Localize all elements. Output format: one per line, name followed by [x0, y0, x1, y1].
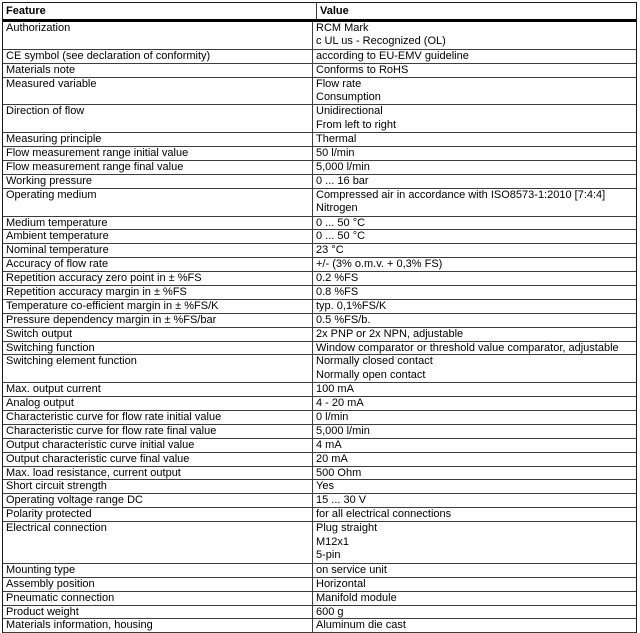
value-line: Consumption [316, 90, 381, 103]
table-row [3, 467, 636, 481]
feature-cell: Operating voltage range DC [3, 494, 313, 507]
value-line: +/- (3% o.m.v. + 0,3% FS) [316, 258, 443, 271]
feature-cell: Max. load resistance, current output [3, 467, 313, 480]
value-cell [313, 439, 636, 452]
feature-cell: Switching function [3, 342, 313, 355]
table-row [3, 411, 636, 425]
feature-cell: Analog output [3, 397, 313, 410]
feature-cell: Electrical connection [3, 522, 313, 563]
table-body [3, 22, 636, 633]
value-cell [313, 397, 636, 410]
table-row [3, 64, 636, 78]
value-line: 0.2 %FS [316, 272, 359, 285]
table-row [3, 189, 636, 217]
table-row [3, 619, 636, 633]
feature-cell: Short circuit strength [3, 480, 313, 493]
value-cell [313, 78, 636, 105]
value-cell [313, 314, 636, 327]
feature-cell: Temperature co-efficient margin in ± %FS/K [3, 300, 313, 313]
value-line: 50 l/min [316, 147, 355, 160]
table-row [3, 161, 636, 175]
value-line: for all electrical connections [316, 508, 452, 521]
value-cell [313, 175, 636, 188]
feature-cell: Measuring principle [3, 133, 313, 146]
table-row [3, 105, 636, 133]
table-row [3, 355, 636, 383]
value-line: Conforms to RoHS [316, 63, 409, 76]
value-cell [313, 578, 636, 591]
feature-cell: Nominal temperature [3, 244, 313, 257]
value-line: 0 ... 50 °C [316, 230, 366, 243]
table-row [3, 606, 636, 620]
table-row [3, 522, 636, 564]
feature-cell: Ambient temperature [3, 230, 313, 243]
value-cell [313, 272, 636, 285]
value-cell [313, 286, 636, 299]
value-line: 5,000 l/min [316, 160, 370, 173]
value-line: Manifold module [316, 591, 397, 604]
feature-cell: Output characteristic curve final value [3, 453, 313, 466]
table-row [3, 425, 636, 439]
feature-cell: Polarity protected [3, 508, 313, 521]
feature-cell: CE symbol (see declaration of conformity) [3, 50, 313, 63]
value-line: 0 ... 16 bar [316, 174, 369, 187]
table-row [3, 328, 636, 342]
value-cell [313, 342, 636, 355]
table-row [3, 175, 636, 189]
table-row [3, 244, 636, 258]
feature-cell: Pneumatic connection [3, 592, 313, 605]
feature-cell: Switching element function [3, 355, 313, 382]
value-line: 0.8 %FS [316, 285, 359, 298]
feature-cell: Assembly position [3, 578, 313, 591]
table-row [3, 22, 636, 50]
value-line: Aluminum die cast [316, 619, 406, 632]
table-row [3, 230, 636, 244]
value-line: 23 °C [316, 244, 344, 257]
value-line: M12x1 [316, 535, 350, 548]
value-line: Compressed air in accordance with ISO8573-1:2010 [7:4:4] [316, 188, 606, 201]
table-row [3, 564, 636, 578]
value-cell [313, 300, 636, 313]
table-row [3, 508, 636, 522]
value-line: Horizontal [316, 577, 366, 590]
value-line: typ. 0,1%FS/K [316, 299, 387, 312]
value-cell [313, 425, 636, 438]
feature-cell: Authorization [3, 22, 313, 49]
table-row [3, 133, 636, 147]
value-cell [313, 564, 636, 577]
value-line: Normally closed contact [316, 355, 433, 368]
value-line: 5,000 l/min [316, 424, 370, 437]
value-cell [313, 230, 636, 243]
value-cell [313, 355, 636, 382]
feature-cell: Characteristic curve for flow rate final value [3, 425, 313, 438]
feature-cell: Operating medium [3, 189, 313, 216]
specification-table [2, 2, 637, 633]
value-cell [313, 133, 636, 146]
feature-cell: Working pressure [3, 175, 313, 188]
value-line: 4 - 20 mA [316, 397, 364, 410]
table-row [3, 147, 636, 161]
value-line: c UL us - Recognized (OL) [316, 35, 446, 48]
feature-cell: Switch output [3, 328, 313, 341]
feature-cell: Repetition accuracy zero point in ± %FS [3, 272, 313, 285]
feature-cell: Product weight [3, 606, 313, 619]
value-cell [313, 494, 636, 507]
table-row [3, 342, 636, 356]
feature-cell: Output characteristic curve initial value [3, 439, 313, 452]
value-line: From left to right [316, 118, 397, 131]
value-line: Yes [316, 480, 334, 493]
value-cell [313, 508, 636, 521]
value-cell [313, 50, 636, 63]
table-row [3, 439, 636, 453]
value-line: 500 Ohm [316, 466, 362, 479]
value-cell [313, 383, 636, 396]
value-line: Thermal [316, 133, 357, 146]
feature-cell: Characteristic curve for flow rate initial value [3, 411, 313, 424]
value-cell [313, 244, 636, 257]
feature-cell: Direction of flow [3, 105, 313, 132]
feature-cell: Flow measurement range initial value [3, 147, 313, 160]
feature-cell: Medium temperature [3, 217, 313, 230]
value-cell [313, 217, 636, 230]
value-line: 15 ... 30 V [316, 494, 367, 507]
value-line: Plug straight [316, 522, 378, 535]
table-row [3, 578, 636, 592]
feature-cell: Materials information, housing [3, 619, 313, 632]
value-line: Unidirectional [316, 105, 383, 118]
feature-cell: Max. output current [3, 383, 313, 396]
value-cell [313, 592, 636, 605]
value-cell [313, 161, 636, 174]
table-row [3, 300, 636, 314]
table-row [3, 383, 636, 397]
table-row [3, 258, 636, 272]
value-cell [313, 147, 636, 160]
table-row [3, 480, 636, 494]
table-row [3, 217, 636, 231]
value-cell [313, 619, 636, 632]
table-row [3, 397, 636, 411]
table-row [3, 286, 636, 300]
value-line: Window comparator or threshold value comparator, adjustable [316, 341, 619, 354]
feature-cell: Pressure dependency margin in ± %FS/bar [3, 314, 313, 327]
value-cell [313, 453, 636, 466]
value-cell [313, 258, 636, 271]
value-line: 600 g [316, 605, 344, 618]
feature-cell: Materials note [3, 64, 313, 77]
value-line: 5-pin [316, 548, 341, 561]
feature-cell: Accuracy of flow rate [3, 258, 313, 271]
column-header-feature: Feature [3, 3, 317, 19]
value-line: according to EU-EMV guideline [316, 49, 469, 62]
value-cell [313, 105, 636, 132]
value-line: 100 mA [316, 383, 354, 396]
value-cell [313, 522, 636, 563]
value-cell [313, 22, 636, 49]
table-row [3, 314, 636, 328]
feature-cell: Measured variable [3, 78, 313, 105]
value-cell [313, 64, 636, 77]
column-header-value: Value [320, 5, 349, 17]
value-cell [313, 328, 636, 341]
value-cell [313, 480, 636, 493]
feature-cell: Mounting type [3, 564, 313, 577]
value-cell [313, 606, 636, 619]
value-line: RCM Mark [316, 22, 369, 34]
value-cell [313, 467, 636, 480]
value-line: 0 ... 50 °C [316, 216, 366, 229]
table-row [3, 272, 636, 286]
feature-cell: Flow measurement range final value [3, 161, 313, 174]
value-line: Nitrogen [316, 202, 358, 215]
value-line: 0.5 %FS/b. [316, 313, 371, 326]
value-line: 2x PNP or 2x NPN, adjustable [316, 327, 464, 340]
value-line: on service unit [316, 563, 387, 576]
table-row [3, 453, 636, 467]
value-line: Flow rate [316, 77, 362, 90]
value-line: 0 l/min [316, 411, 349, 424]
value-cell [313, 411, 636, 424]
value-line: 20 mA [316, 452, 348, 465]
value-cell [313, 189, 636, 216]
table-row [3, 78, 636, 106]
table-row [3, 494, 636, 508]
table-row [3, 50, 636, 64]
table-header-row [3, 3, 636, 22]
value-line: 4 mA [316, 438, 342, 451]
value-line: Normally open contact [316, 368, 426, 381]
table-row [3, 592, 636, 606]
feature-cell: Repetition accuracy margin in ± %FS [3, 286, 313, 299]
